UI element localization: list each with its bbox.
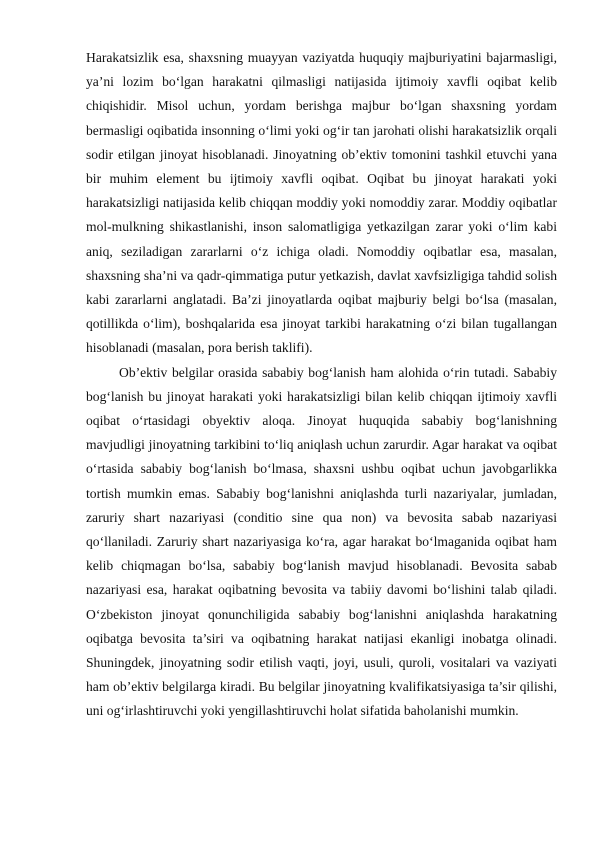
paragraph-1: Harakatsizlik esa, shaxsning muayyan vaziyatda huquqiy majburiyatini bajarmasligi, ya’ni lozim bo‘lgan harakatni qilmasligi natijasida ijtimoiy xavfli oqibat kelib chiqishidir. Misol uchun, yordam berishga majbur bo‘lgan shaxsning yordam bermasligi oqibatida insonning o‘limi yoki og‘ir tan jarohati olishi harakatsizlik orqali sodir etilgan jinoyat hisoblanadi. Jinoyatning ob’ektiv tomonini tashkil etuvchi yana bir muhim element bu ijtimoiy xavfli oqibat. Oqibat bu jinoyat harakati yoki harakatsizligi natijasida kelib chiqqan moddiy yoki nomoddiy zarar. Moddiy oqibatlar mol-mulkning shikastlanishi, inson salomatligiga yetkazilgan zarar yoki o‘lim kabi aniq, seziladigan zararlarni o‘z ichiga oladi. Nomoddiy oqibatlar esa, masalan, shaxsning sha’ni va qadr-qimmatiga putur yetkazish, davlat xavfsizligiga tahdid solish kabi zararlarni anglatadi. Ba’zi jinoyatlarda oqibat majburiy belgi bo‘lsa (masalan, qotillikda o‘lim), boshqalarida esa jinoyat tarkibi harakatning o‘zi bilan tugallangan hisoblanadi (masalan, pora berish taklifi).	[86, 50, 557, 356]
document-page	[86, 46, 557, 724]
paragraph-2: Ob’ektiv belgilar orasida sababiy bog‘lanish ham alohida o‘rin tutadi. Sababiy bog‘lanish bu jinoyat harakati yoki harakatsizligi bilan kelib chiqqan ijtimoiy xavfli oqibat o‘rtasidagi obyektiv aloqa. Jinoyat huquqida sababiy bog‘lanishning mavjudligi jinoyatning tarkibini to‘liq aniqlash uchun zarurdir. Agar harakat va oqibat o‘rtasida sababiy bog‘lanish bo‘lmasa, shaxsni ushbu oqibat uchun javobgarlikka tortish mumkin emas. Sababiy bog‘lanishni aniqlashda turli nazariyalar, jumladan, zaruriy shart nazariyasi (conditio sine qua non) va bevosita sabab nazariyasi qo‘llaniladi. Zaruriy shart nazariyasiga ko‘ra, agar harakat bo‘lmaganida oqibat ham kelib chiqmagan bo‘lsa, sababiy bog‘lanish mavjud hisoblanadi. Bevosita sabab nazariyasi esa, harakat oqibatning bevosita va tabiiy davomi bo‘lishini talab qiladi. O‘zbekiston jinoyat qonunchiligida sababiy bog‘lanishni aniqlashda harakatning oqibatga bevosita ta’siri va oqibatning harakat natijasi ekanligi inobatga olinadi. Shuningdek, jinoyatning sodir etilish vaqti, joyi, usuli, quroli, vositalari va vaziyati ham ob’ektiv belgilarga kiradi. Bu belgilar jinoyatning kvalifikatsiyasiga ta’sir qilishi, uni og‘irlashtiruvchi yoki yengillashtiruvchi holat sifatida baholanishi mumkin.	[86, 364, 557, 719]
